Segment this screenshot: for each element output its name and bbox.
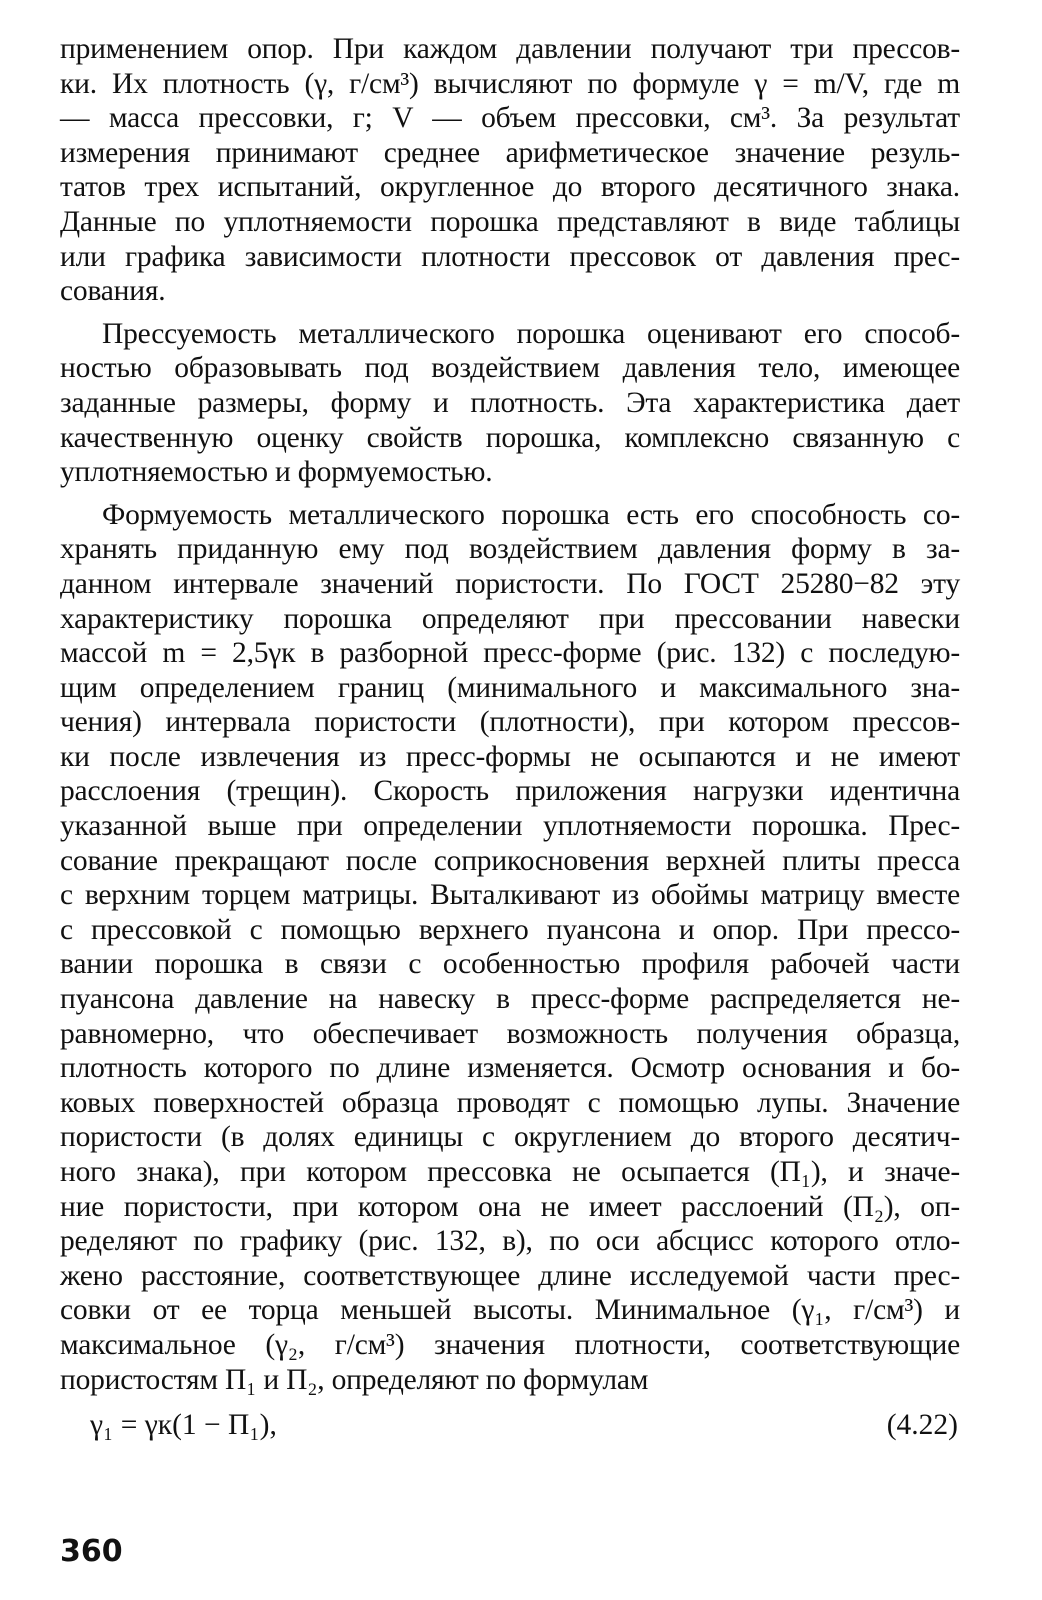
text-line: вании порошка в связи с особенностью профиля рабочей части <box>60 948 960 981</box>
text-line: данном интервале значений пористости. По ГОСТ 25280−82 эту <box>60 567 960 600</box>
formula-4-22 <box>60 1405 960 1445</box>
text-line: ного знака), при котором прессовка не осыпается (П₁), и значе- <box>60 1156 960 1188</box>
text-line: применением опор. При каждом давлении получают три прессов- <box>60 33 960 65</box>
text-line: пористости (в долях единицы с округлением до второго десятич- <box>60 1121 960 1154</box>
text-line: татов трех испытаний, округленное до второго десятичного знака. <box>60 171 960 204</box>
text-line: жено расстояние, соответствующее длине исследуемой части прес- <box>60 1259 960 1292</box>
text-line: массой m = 2,5γк в разборной пресс-форме (рис. 132) с последую- <box>60 637 960 670</box>
text-line: пористостям П₁ и П₂, определяют по формулам <box>60 1363 649 1396</box>
page-body <box>60 32 960 1445</box>
text-line: качественную оценку свойств порошка, комплексно связанную с <box>60 421 960 454</box>
text-line: характеристику порошка определяют при прессовании навески <box>60 602 960 635</box>
paragraph-formability <box>60 498 960 1397</box>
text-line: хранять приданную ему под воздействием давления форму в за- <box>60 533 960 566</box>
text-line: ределяют по графику (рис. 132, в), по оси абсцисс которого отло- <box>60 1225 960 1258</box>
paragraph-pressability <box>60 317 960 490</box>
text-line: Прессуемость металлического порошка оценивают его способ- <box>102 317 960 350</box>
text-line: измерения принимают среднее арифметическое значение резуль- <box>60 136 960 169</box>
text-line: указанной выше при определении уплотняемости порошка. Прес- <box>60 810 960 843</box>
text-line: плотность которого по длине изменяется. Осмотр основания и бо- <box>60 1052 960 1085</box>
text-line: сования. <box>60 275 166 308</box>
text-line: заданные размеры, форму и плотность. Эта характеристика дает <box>60 386 960 419</box>
text-line: ностью образовывать под воздействием давления тело, имеющее <box>60 352 960 385</box>
text-line: ковых поверхностей образца проводят с помощью лупы. Значение <box>60 1086 960 1119</box>
text-line: ки. Их плотность (γ, г/см³) вычисляют по формуле γ = m/V, где m <box>60 67 960 100</box>
text-line: максимальное (γ₂, г/см³) значения плотности, соответствующие <box>60 1328 960 1361</box>
paragraph-1 <box>60 32 960 309</box>
text-line: чения) интервала пористости (плотности), при котором прессов- <box>60 706 960 739</box>
text-line: равномерно, что обеспечивает возможность получения образца, <box>60 1017 960 1050</box>
text-line: щим определением границ (минимального и максимального зна- <box>60 671 960 704</box>
text-line: с прессовкой с помощью верхнего пуансона и опор. При прессо- <box>60 913 960 946</box>
equation-number: (4.22) <box>886 1409 958 1442</box>
text-line: ние пористости, при котором она не имеет расслоений (П₂), оп- <box>60 1190 960 1223</box>
text-line: Данные по уплотняемости порошка представляют в виде таблицы <box>60 205 960 238</box>
text-line: совки от ее торца меньшей высоты. Минимальное (γ₁, г/см³) и <box>60 1294 960 1327</box>
text-line: ки после извлечения из пресс-формы не осыпаются и не имеют <box>60 740 960 773</box>
text-line: сование прекращают после соприкосновения верхней плиты пресса <box>60 844 960 877</box>
text-line: или графика зависимости плотности прессовок от давления прес- <box>60 240 960 273</box>
formula-expression: γ₁ = γк(1 − П₁), <box>90 1409 277 1442</box>
text-line: расслоения (трещин). Скорость приложения нагрузки идентична <box>60 775 960 808</box>
page-number: 360 <box>60 1534 123 1569</box>
text-line: с верхним торцем матрицы. Выталкивают из обоймы матрицу вместе <box>60 879 960 912</box>
text-line: — масса прессовки, г; V — объем прессовки, см³. За результат <box>60 102 960 135</box>
text-line: пуансона давление на навеску в пресс-форме распределяется не- <box>60 983 960 1016</box>
text-line: Формуемость металлического порошка есть его способность со- <box>102 498 960 531</box>
text-line: уплотняемостью и формуемостью. <box>60 456 493 489</box>
